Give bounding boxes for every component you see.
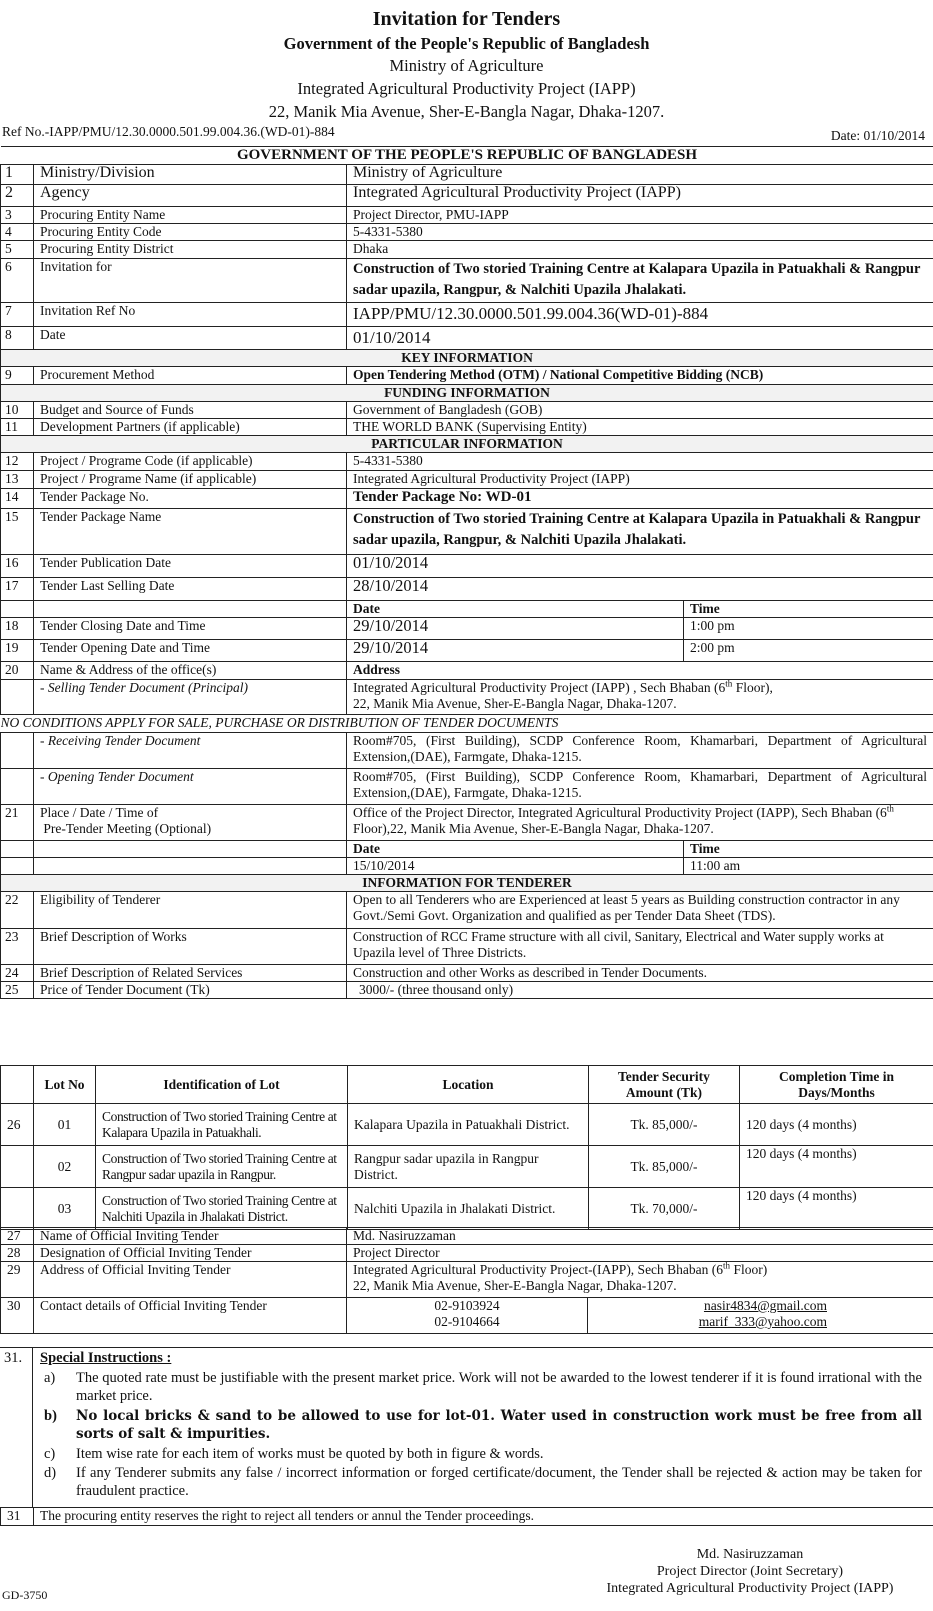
table-row: 17 Tender Last Selling Date 28/10/2014 bbox=[1, 578, 933, 601]
special-item: If any Tenderer submits any false / incorrect information or forged certificate/document, the Tender shall be rejected & action may be taken for fraudulent practice. bbox=[76, 1465, 922, 1499]
ministry-heading: Ministry of Agriculture bbox=[389, 56, 544, 75]
footer-code: GD-3750 bbox=[2, 1588, 48, 1602]
special-title: Special Instructions : bbox=[40, 1350, 172, 1366]
special-item: No local bricks & sand to be allowed to use for lot-01. Water used in construction work must be free from all sorts of salt & impurities. bbox=[76, 1408, 922, 1442]
email-link-1[interactable]: nasir4834@gmail.com bbox=[703, 1298, 827, 1313]
table-row: 2 Agency Integrated Agricultural Productivity Project (IAPP) bbox=[1, 185, 933, 207]
section-funding-information: FUNDING INFORMATION bbox=[1, 385, 933, 402]
table-row: - Receiving Tender Document Room#705, (First Building), SCDP Conference Room, Khamarbari, Department of Agricultural Extension,(DAE), Farmgate, Dhaka-1215. bbox=[1, 733, 933, 769]
table-row: 6 Invitation for Construction of Two storied Training Centre at Kalapara Upazila in Patuakhali & Rangpur sadar upazila, Rangpur, & Nalchiti Upazila Jhalakati. bbox=[1, 259, 933, 303]
table-row: 10 Budget and Source of Funds Government of Bangladesh (GOB) bbox=[1, 402, 933, 419]
table-row: 24 Brief Description of Related Services Construction and other Works as described in Tender Documents. bbox=[1, 965, 933, 982]
section-particular-information: PARTICULAR INFORMATION bbox=[1, 436, 933, 453]
table-row: 31 The procuring entity reserves the right to reject all tenders or annul the Tender proceedings. bbox=[1, 1508, 933, 1526]
tender-info-table bbox=[0, 146, 933, 999]
date-subhead: Date bbox=[347, 601, 684, 618]
gov-heading: Government of the People's Republic of Bangladesh bbox=[283, 34, 650, 53]
signatory-org: Integrated Agricultural Productivity Project (IAPP) bbox=[606, 1581, 894, 1596]
table-row: 1 Ministry/Division Ministry of Agriculture bbox=[1, 165, 933, 185]
special-instructions: 31. Special Instructions : a) The quoted rate must be justifiable with the present market price. Work will not be awarded to the lowest tenderer if it is found irrational with the market price. b) No local bricks & sand to be allowed to use for lot-01. Water used in construction work must be free from all sorts of salt & impurities. c) Item wise rate for each item of works must be quoted by both in figure & words. d) If any Tenderer submits any false / incorrect information or forged certificate/document, the Tender shall be rejected & action may be taken for fraudulent practice. bbox=[0, 1347, 933, 1508]
time-subhead: Time bbox=[684, 601, 933, 618]
table-row: 22 Eligibility of Tenderer Open to all Tenderers who are Experienced at least 5 years as Building construction contractor in any Govt./Semi Govt. Organization and qualified as per Tender Data Sheet (TDS). bbox=[1, 892, 933, 929]
table-row: 30 Contact details of Official Inviting Tender 02-9103924 02-9104664 nasir4834@gmail.com marif_333@yahoo.com bbox=[1, 1298, 933, 1334]
ref-number: Ref No.-IAPP/PMU/12.30.0000.501.99.004.36.(WD-01)-884 bbox=[2, 124, 335, 139]
official-table bbox=[0, 1227, 933, 1334]
table-row: 28 Designation of Official Inviting Tender Project Director bbox=[1, 1245, 933, 1262]
table-row: 14 Tender Package No. Tender Package No: WD-01 bbox=[1, 489, 933, 509]
table-row: 15 Tender Package Name Construction of Two storied Training Centre at Kalapara Upazila in Patuakhali & Rangpur sadar upazila, Rangpur, & Nalchiti Upazila Jhalakati. bbox=[1, 509, 933, 555]
table-row: 9 Procurement Method Open Tendering Method (OTM) / National Competitive Bidding (NCB) bbox=[1, 367, 933, 385]
special-item: The quoted rate must be justifiable with the present market price. Work will not be awarded to the lowest tenderer if it is found irrational with the market price. bbox=[76, 1370, 922, 1404]
section-information-for-tenderer: INFORMATION FOR TENDERER bbox=[1, 875, 933, 892]
table-row: 7 Invitation Ref No IAPP/PMU/12.30.0000.501.99.004.36(WD-01)-884 bbox=[1, 303, 933, 327]
lot-header-row: Lot No Identification of Lot Location Tender Security Amount (Tk) Completion Time in Days/Months bbox=[1, 1066, 933, 1104]
meeting-date-subhead: Date bbox=[347, 841, 684, 858]
project-heading: Integrated Agricultural Productivity Project (IAPP) bbox=[297, 79, 636, 98]
special-number: 31. bbox=[4, 1350, 23, 1366]
table-row: - Opening Tender Document Room#705, (First Building), SCDP Conference Room, Khamarbari, Department of Agricultural Extension,(DAE), Farmgate, Dhaka-1215. bbox=[1, 769, 933, 805]
table-row: 19 Tender Opening Date and Time 29/10/2014 2:00 pm bbox=[1, 640, 933, 662]
table-row: 20 Name & Address of the office(s) Address bbox=[1, 662, 933, 680]
table-row: 11 Development Partners (if applicable) THE WORLD BANK (Supervising Entity) bbox=[1, 419, 933, 436]
final-row-table bbox=[0, 1507, 933, 1526]
table-row: 15/10/2014 11:00 am bbox=[1, 858, 933, 875]
meeting-time-subhead: Time bbox=[684, 841, 933, 858]
no-conditions-note: NO CONDITIONS APPLY FOR SALE, PURCHASE OR DISTRIBUTION OF TENDER DOCUMENTS bbox=[1, 715, 933, 733]
email-link-2[interactable]: marif_333@yahoo.com bbox=[698, 1314, 827, 1329]
table-row: 18 Tender Closing Date and Time 29/10/2014 1:00 pm bbox=[1, 618, 933, 640]
doc-title: Invitation for Tenders bbox=[372, 8, 561, 30]
table-row: 3 Procuring Entity Name Project Director, PMU-IAPP bbox=[1, 207, 933, 224]
address-heading: 22, Manik Mia Avenue, Sher-E-Bangla Nagar, Dhaka-1207. bbox=[268, 102, 665, 121]
special-item: Item wise rate for each item of works must be quoted by both in figure & words. bbox=[76, 1446, 544, 1462]
issue-date: Date: 01/10/2014 bbox=[830, 128, 925, 143]
table-row: 29 Address of Official Inviting Tender Integrated Agricultural Productivity Project-(IAPP), Sech Bhaban (6th Floor) 22, Manik Mia Avenue, Sher-E-Bangla Nagar, Dhaka-1207. bbox=[1, 1262, 933, 1298]
phone-1: 02-9103924 bbox=[434, 1298, 500, 1313]
signatory-title: Project Director (Joint Secretary) bbox=[656, 1564, 844, 1579]
table-row: 16 Tender Publication Date 01/10/2014 bbox=[1, 555, 933, 578]
table-row: 25 Price of Tender Document (Tk) 3000/- (three thousand only) bbox=[1, 982, 933, 999]
table-title: GOVERNMENT OF THE PEOPLE'S REPUBLIC OF BANGLADESH bbox=[1, 147, 933, 165]
table-row: 12 Project / Programe Code (if applicable) 5-4331-5380 bbox=[1, 453, 933, 471]
lot-row: 03 Construction of Two storied Training Centre at Nalchiti Upazila in Jhalakati District. Nalchiti Upazila in Jhalakati District. Tk. 70,000/- 120 days (4 months) bbox=[1, 1188, 933, 1230]
table-row: 13 Project / Programe Name (if applicable) Integrated Agricultural Productivity Project (IAPP) bbox=[1, 471, 933, 489]
table-row: 8 Date 01/10/2014 bbox=[1, 327, 933, 350]
table-row: 5 Procuring Entity District Dhaka bbox=[1, 241, 933, 259]
table-row: 21 Place / Date / Time of Pre-Tender Meeting (Optional) Office of the Project Director, Integrated Agricultural Productivity Project (IAPP), Sech Bhaban (6th Floor),22, Manik Mia Avenue, Sher-E-Bangla Nagar, Dhaka-1207. bbox=[1, 805, 933, 841]
table-row: - Selling Tender Document (Principal) Integrated Agricultural Productivity Project (IAPP) , Sech Bhaban (6th Floor), 22, Manik Mia Avenue, Sher-E-Bangla Nagar, Dhaka-1207. bbox=[1, 680, 933, 715]
table-row: 4 Procuring Entity Code 5-4331-5380 bbox=[1, 224, 933, 241]
table-row: 23 Brief Description of Works Construction of RCC Frame structure with all civil, Sanitary, Electrical and Water supply works at Upazila level of Three Districts. bbox=[1, 929, 933, 965]
table-row: 27 Name of Official Inviting Tender Md. Nasiruzzaman bbox=[1, 1228, 933, 1245]
phone-2: 02-9104664 bbox=[434, 1314, 500, 1329]
lot-table bbox=[0, 1065, 933, 1230]
lot-row: 26 01 Construction of Two storied Training Centre at Kalapara Upazila in Patuakhali. Kalapara Upazila in Patuakhali District. Tk. 85,000/- 120 days (4 months) bbox=[1, 1104, 933, 1146]
lot-row: 02 Construction of Two storied Training Centre at Rangpur sadar upazila in Rangpur. Rangpur sadar upazila in Rangpur District. Tk. 85,000/- 120 days (4 months) bbox=[1, 1146, 933, 1188]
lot-row-number: 26 bbox=[1, 1104, 34, 1146]
signatory-name: Md. Nasiruzzaman bbox=[696, 1547, 804, 1562]
section-key-information: KEY INFORMATION bbox=[1, 350, 933, 367]
signature-block bbox=[600, 1546, 900, 1597]
